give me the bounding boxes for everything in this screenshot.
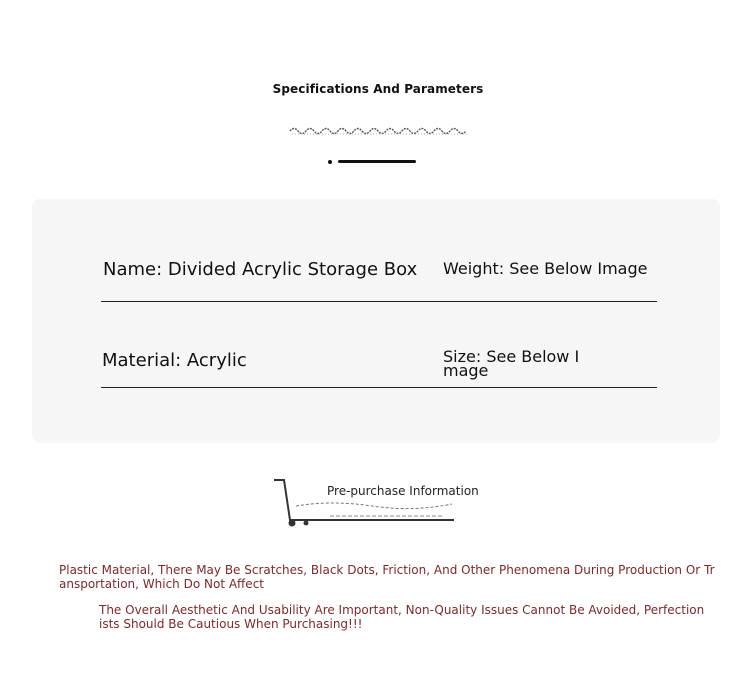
spec-card	[32, 199, 720, 443]
spec-size	[443, 347, 580, 380]
decorative-squiggle	[288, 124, 472, 138]
spec-material: Material: Acrylic	[102, 350, 247, 371]
notice-line-3: The Overall Aesthetic And Usability Are Important, Non-Quality Issues Cannot Be Avoided, Perfection	[99, 603, 705, 617]
spec-name: Name: Divided Acrylic Storage Box	[103, 259, 418, 280]
notice-line-2: ansportation, Which Do Not Affect	[59, 577, 264, 591]
indicator-bar	[338, 160, 416, 163]
spec-size-line2: mage	[443, 361, 489, 380]
divider-2	[101, 387, 657, 388]
section-title: Specifications And Parameters	[272, 82, 484, 96]
pre-purchase-label: Pre-purchase Information	[327, 484, 479, 498]
indicator-dot	[328, 160, 332, 164]
notice-line-4: ists Should Be Cautious When Purchasing!!!	[99, 617, 363, 631]
divider-1	[101, 301, 657, 302]
spec-size-line1: Size: See Below I	[443, 347, 580, 366]
spec-weight: Weight: See Below Image	[443, 259, 648, 278]
notice-line-1: Plastic Material, There May Be Scratches, Black Dots, Friction, And Other Phenomena During Production Or Tr	[59, 563, 715, 577]
